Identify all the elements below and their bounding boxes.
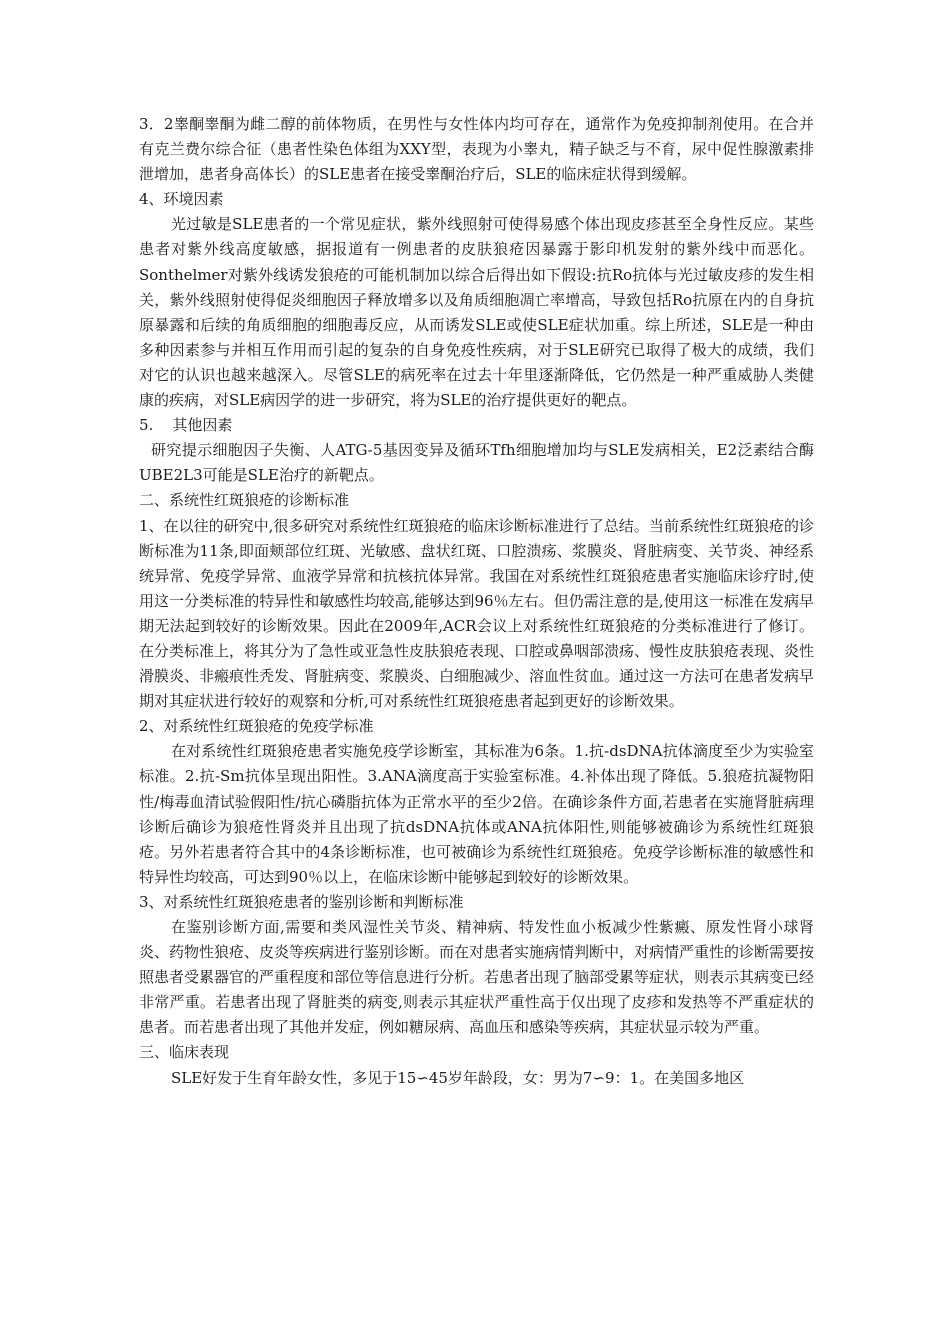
heading-environmental-factors: 4、环境因素 [139, 190, 224, 209]
paragraph-immunology-criteria: 在对系统性红斑狼疮患者实施免疫学诊断室，其标准为6条。1.抗-dsDNA抗体滴度至少为实验室标准。2.抗-Sm抗体呈现出阳性。3.ANA滴度高于实验室标准。4.补体出现了降低。5.狼疮抗凝物阳性/梅毒血清试验假阳性/抗心磷脂抗体为正常水平的至少2倍。在确诊条件方面,若患者在实施肾脏病理诊断后确诊为狼疮性肾炎并且出现了抗dsDNA抗体或ANA抗体阳性,则能够被确诊为系统性红斑狼疮。另外若患者符合其中的4条诊断标准，也可被确诊为系统性红斑狼疮。免疫学诊断标准的敏感性和特异性均较高，可达到90％以上，在临床诊断中能够起到较好的诊断效果。 [139, 742, 814, 886]
paragraph-testosterone: 3．2睾酮睾酮为雌二醇的前体物质，在男性与女性体内均可存在，通常作为免疫抑制剂使用。在合并有克兰费尔综合征（患者性染色体组为XXY型，表现为小睾丸，精子缺乏与不育，尿中促性腺激素排泄增加，患者身高体长）的SLE患者在接受睾酮治疗后，SLE的临床症状得到缓解。 [139, 115, 814, 184]
heading-clinical-manifestations: 三、临床表现 [139, 1043, 230, 1062]
paragraph-clinical-criteria: 1、在以往的研究中,很多研究对系统性红斑狼疮的临床诊断标准进行了总结。当前系统性红斑狼疮的诊断标准为11条,即面颊部位红斑、光敏感、盘状红斑、口腔溃疡、浆膜炎、肾脏病变、关节炎、神经系统异常、免疫学异常、血液学异常和抗核抗体异常。我国在对系统性红斑狼疮患者实施临床诊疗时,使用这一分类标准的特异性和敏感性均较高,能够达到96％左右。但仍需注意的是,使用这一标准在发病早期无法起到较好的诊断效果。因此在2009年,ACR会议上对系统性红斑狼疮的分类标准进行了修订。在分类标准上，将其分为了急性或亚急性皮肤狼疮表现、口腔或鼻咽部溃疡、慢性皮肤狼疮表现、炎性滑膜炎、非瘢痕性秃发、肾脏病变、浆膜炎、白细胞减少、溶血性贫血。通过这一方法可在患者发病早期对其症状进行较好的观察和分析,可对系统性红斑狼疮患者起到更好的诊断效果。 [139, 516, 815, 711]
heading-diagnostic-criteria: 二、系统性红斑狼疮的诊断标准 [139, 491, 350, 510]
heading-other-factors: 5. 其他因素 [139, 416, 233, 435]
heading-differential-diagnosis: 3、对系统性红斑狼疮患者的鉴别诊断和判断标准 [139, 892, 464, 911]
paragraph-differential-diagnosis: 在鉴别诊断方面,需要和类风湿性关节炎、精神病、特发性血小板减少性紫癜、原发性肾小球肾炎、药物性狼疮、皮炎等疾病进行鉴别诊断。而在对患者实施病情判断中，对病情严重性的诊断需要按照患者受累器官的严重程度和部位等信息进行分析。若患者出现了脑部受累等症状，则表示其病变已经非常严重。若患者出现了肾脏类的病变,则表示其症状严重性高于仅出现了皮疹和发热等不严重症状的患者。而若患者出现了其他并发症，例如糖尿病、高血压和感染等疾病，其症状显示较为严重。 [139, 918, 815, 1037]
document-page [139, 112, 814, 1091]
paragraph-photosensitivity: 光过敏是SLE患者的一个常见症状，紫外线照射可使得易感个体出现皮疹甚至全身性反应。某些患者对紫外线高度敏感，据报道有一例患者的皮肤狼疮因暴露于影印机发射的紫外线中而恶化。Sonthelmer对紫外线诱发狼疮的可能机制加以综合后得出如下假设:抗Ro抗体与光过敏皮疹的发生相关，紫外线照射使得促炎细胞因子释放增多以及角质细胞凋亡率增高，导致包括Ro抗原在内的自身抗原暴露和后续的角质细胞的细胞毒反应，从而诱发SLE或使SLE症状加重。综上所述，SLE是一种由多种因素参与并相互作用而引起的复杂的自身免疫性疾病，对于SLE研究已取得了极大的成绩，我们对它的认识也越来越深入。尽管SLE的病死率在过去十年里逐渐降低，它仍然是一种严重威胁人类健康的疾病，对SLE病因学的进一步研究，将为SLE的治疗提供更好的靶点。 [139, 215, 814, 410]
paragraph-clinical-manifestations: SLE好发于生育年龄女性，多见于15∽45岁年龄段，女：男为7∽9：1。在美国多地区 [171, 1068, 745, 1087]
heading-immunology-criteria: 2、对系统性红斑狼疮的免疫学标准 [139, 717, 374, 736]
paragraph-other-factors: 研究提示细胞因子失衡、人ATG-5基因变异及循环Tfh细胞增加均与SLE发病相关，E2泛素结合酶UBE2L3可能是SLE治疗的新靶点。 [139, 441, 814, 485]
